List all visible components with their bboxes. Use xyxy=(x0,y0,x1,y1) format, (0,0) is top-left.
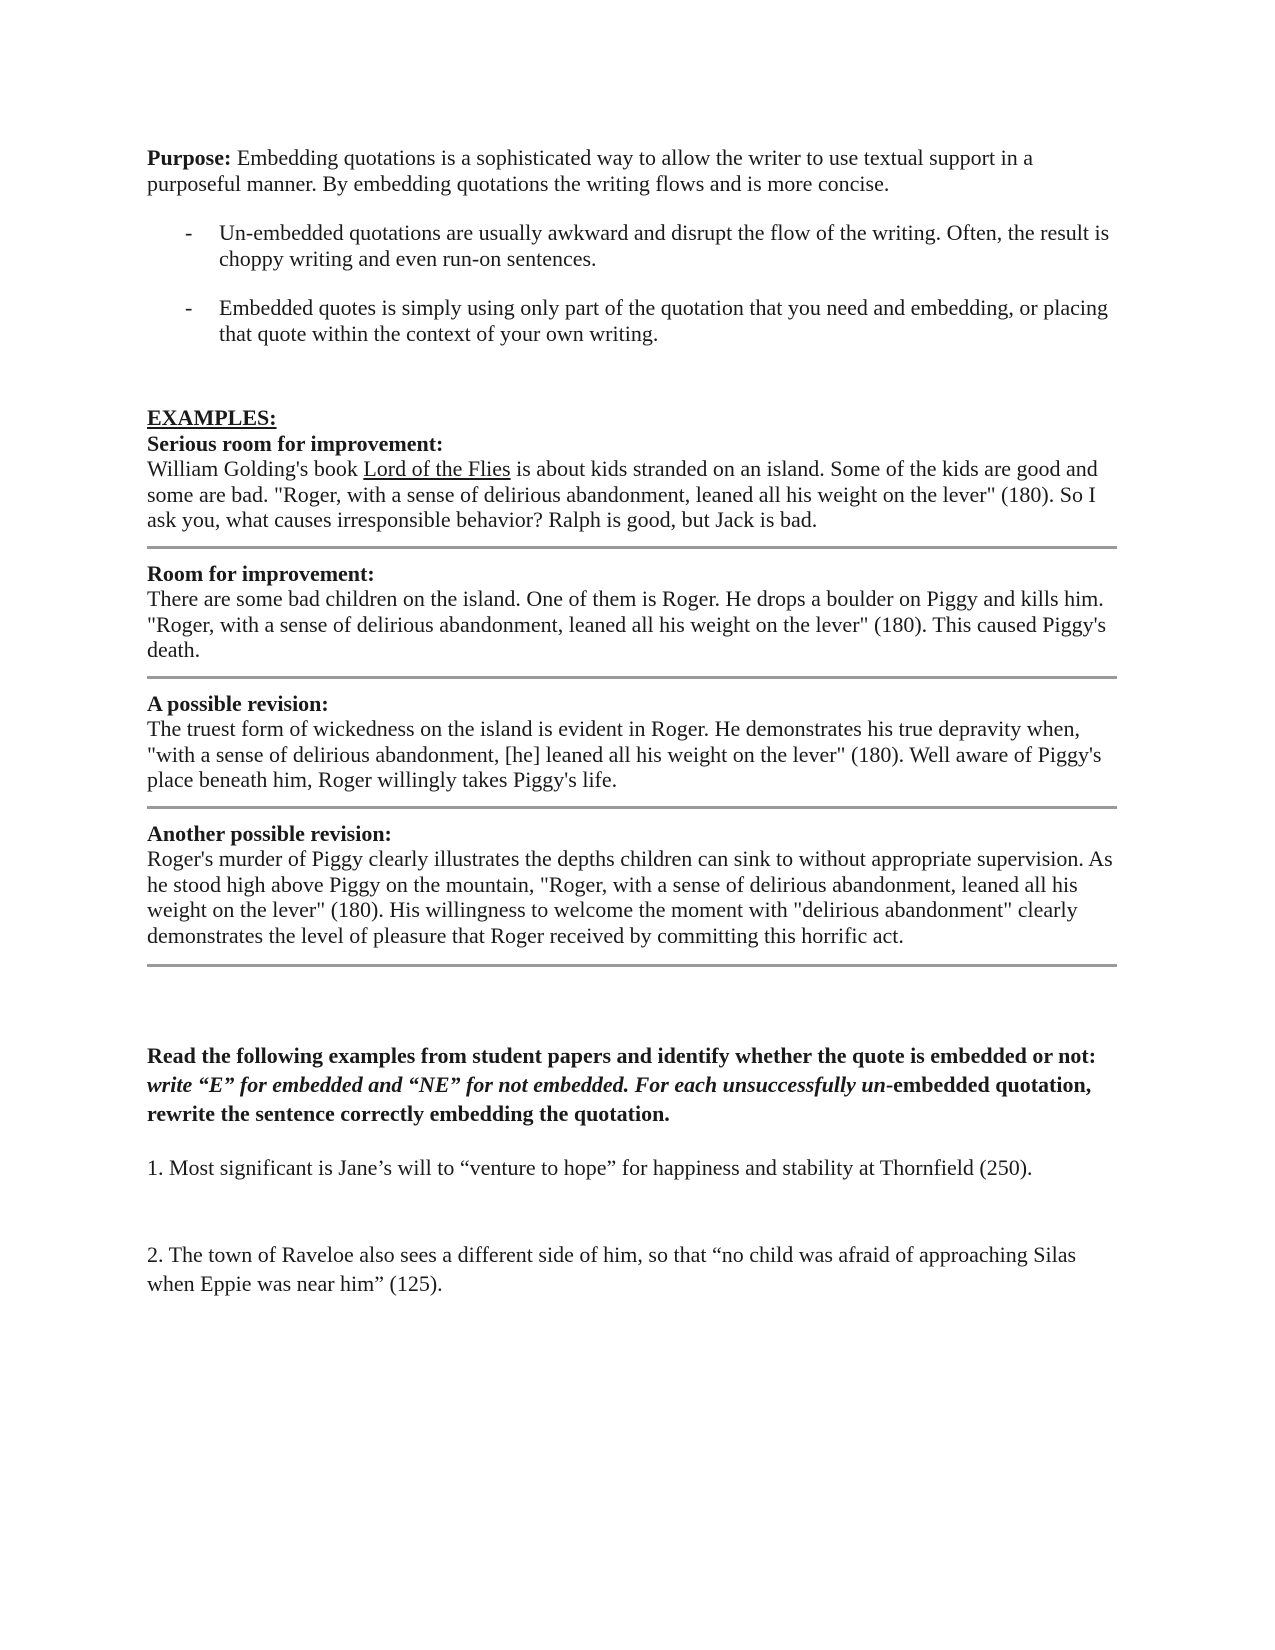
purpose-text: Embedding quotations is a sophisticated way to allow the writer to use textual support in a purposeful manner. By embedding quotations the writing flows and is more concise. xyxy=(147,145,1033,196)
example-text: There are some bad children on the island. One of them is Roger. He drops a boulder on Piggy and kills him. "Roger, with a sense of delirious abandonment, leaned all his weight on the lever" (180). This caused Piggy's death. xyxy=(147,586,1107,662)
example-text-after: is about kids stranded on an island. Some of the kids are good and some are bad. "Roger, with a sense of delirious abandonment, leaned all his weight on the lever" (180). So I ask you, what causes irresponsible behavior? Ralph is good, but Jack is bad. xyxy=(147,456,1098,532)
example-room-for-improvement xyxy=(147,561,1117,676)
bullet-list xyxy=(147,220,1117,370)
purpose-paragraph xyxy=(147,145,1117,196)
example-text: The truest form of wickedness on the island is evident in Roger. He demonstrates his true depravity when, "with a sense of delirious abandonment, [he] leaned all his weight on the lever" (180). Well aware of Piggy's place beneath him, Roger willingly takes Piggy's life. xyxy=(147,716,1102,792)
book-title: Lord of the Flies xyxy=(363,456,511,481)
divider xyxy=(147,806,1117,809)
question-1: 1. Most significant is Jane’s will to “venture to hope” for happiness and stability at Thornfield (250). xyxy=(147,1155,1033,1180)
bullet-item xyxy=(147,295,1117,346)
examples-section xyxy=(147,405,1117,979)
divider xyxy=(147,546,1117,549)
instructions-part3: -embedded quotation, rewrite the sentence correctly embedding the quotation. xyxy=(147,1072,1092,1126)
instructions-part2: write “E” for embedded and “NE” for not embedded. For each unsuccessfully un xyxy=(147,1072,886,1097)
example-another-revision xyxy=(147,821,1117,965)
bullet-text: Un-embedded quotations are usually awkward and disrupt the flow of the writing. Often, the result is choppy writing and even run-on sentences. xyxy=(219,220,1110,271)
purpose-label: Purpose: xyxy=(147,145,232,170)
bullet-dash: - xyxy=(185,295,193,320)
instructions-part1: Read the following examples from student papers and identify whether the quote is embedded or not: xyxy=(147,1043,1097,1068)
divider xyxy=(147,964,1117,967)
example-title: Another possible revision: xyxy=(147,820,392,846)
bullet-dash: - xyxy=(185,220,193,245)
bullet-text: Embedded quotes is simply using only part of the quotation that you need and embedding, or placing that quote within the context of your own writing. xyxy=(219,295,1109,346)
instructions-paragraph xyxy=(147,1041,1117,1128)
example-possible-revision xyxy=(147,691,1117,806)
divider xyxy=(147,676,1117,679)
example-title: Room for improvement: xyxy=(147,560,375,586)
bullet-item xyxy=(147,220,1117,271)
examples-heading: EXAMPLES: xyxy=(147,405,277,430)
example-title: A possible revision: xyxy=(147,690,329,716)
example-text: Roger's murder of Piggy clearly illustrates the depths children can sink to without appropriate supervision. As he stood high above Piggy on the mountain, "Roger, with a sense of delirious abandonment, leaned all his weight on the lever" (180). His willingness to welcome the moment with "delirious abandonment" clearly demonstrates the level of pleasure that Roger received by committing this horrific act. xyxy=(147,846,1113,948)
example-text xyxy=(147,456,1117,533)
example-serious-room xyxy=(147,431,1117,546)
example-text-before: William Golding's book xyxy=(147,456,364,481)
question-2: 2. The town of Raveloe also sees a different side of him, so that “no child was afraid of approaching Silas when Eppie was near him” (125). xyxy=(147,1242,1077,1296)
example-title: Serious room for improvement: xyxy=(147,430,444,456)
